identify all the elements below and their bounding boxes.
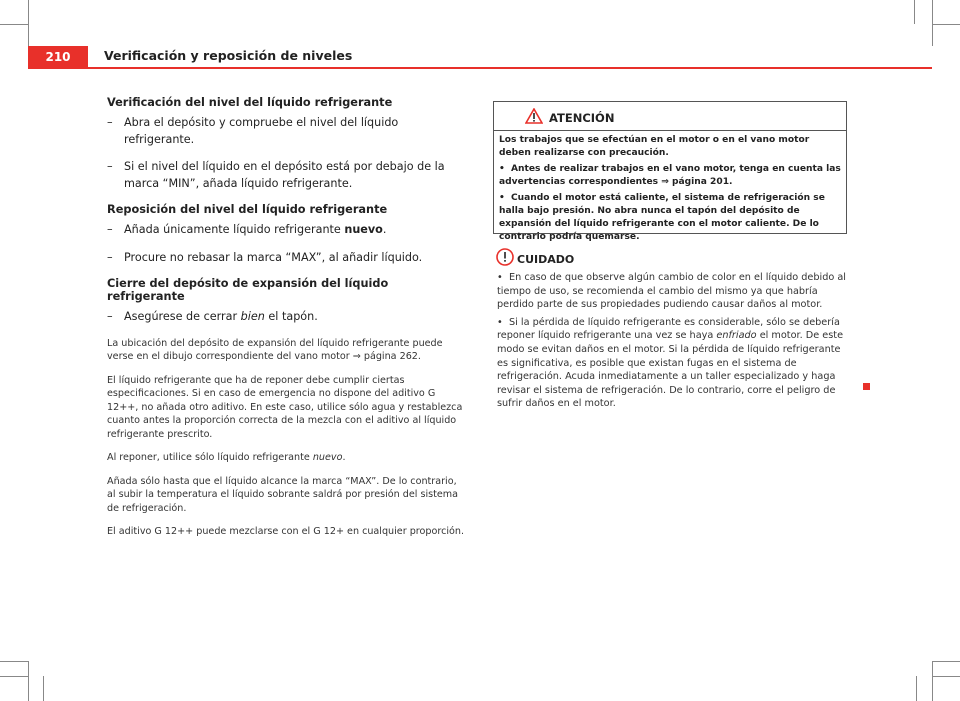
crop-mark xyxy=(932,661,960,662)
crop-mark xyxy=(0,676,28,677)
warning-triangle-icon xyxy=(525,108,543,128)
section-end-marker xyxy=(863,383,870,390)
crop-mark xyxy=(914,0,915,24)
crop-mark xyxy=(916,676,917,701)
section-heading: Reposición del nivel del líquido refrigerante xyxy=(107,203,388,216)
crop-mark xyxy=(932,676,960,677)
step-item: – Procure no rebasar la marca “MAX”, al añadir líquido. xyxy=(107,250,423,264)
warning-header xyxy=(494,102,846,131)
body-paragraph: La ubicación del depósito de expansión del líquido refrigerante puede verse en el dibujo correspondiente del vano motor ⇒ página 262. xyxy=(107,337,443,362)
warning-title: ATENCIÓN xyxy=(549,111,615,125)
warning-intro: Los trabajos que se efectúan en el motor o en el vano motor deben realizarse con precaución. xyxy=(499,135,810,158)
page-title: Verificación y reposición de niveles xyxy=(104,48,353,63)
crop-mark xyxy=(932,0,933,46)
caution-body xyxy=(497,271,849,415)
crop-mark xyxy=(0,24,28,25)
step-item: – Añada únicamente líquido refrigerante nuevo. xyxy=(107,223,387,236)
crop-mark xyxy=(0,661,28,662)
caution-bullet: • Si la pérdida de líquido refrigerante es considerable, sólo se debería reponer líquido refrigerante una vez se haya enfriado el motor. De este modo se evitan daños en el motor. Si la pérdida de líquido refrigerante es significativa, es posible que existan fugas en el sistema de refrigeración. Acuda inmediatamente a un taller especializado y haga revisar el sistema de refrigeración. De lo contrario, corre el peligro de sufrir daños en el motor. xyxy=(497,316,844,410)
section-heading: Verificación del nivel del líquido refrigerante xyxy=(107,96,393,109)
section-heading: Cierre del depósito de expansión del líquido refrigerante xyxy=(107,277,389,303)
step-item: – Abra el depósito y compruebe el nivel del líquido refrigerante. xyxy=(107,116,399,146)
header-divider xyxy=(28,67,932,69)
crop-mark xyxy=(43,676,44,701)
crop-mark xyxy=(932,24,960,25)
main-text-column xyxy=(107,96,465,549)
caution-title: CUIDADO xyxy=(517,253,575,266)
caution-exclamation-icon xyxy=(496,248,514,271)
warning-box xyxy=(493,101,847,242)
page-number: 210 xyxy=(28,46,88,68)
body-paragraph: El líquido refrigerante que ha de reponer debe cumplir ciertas especificaciones. Si en caso de emergencia no dispone del aditivo G 12++, no añada otro aditivo. En este caso, utilice sólo agua y restablezca cuanto antes la proporción correcta de la mezcla con el aditivo al líquido refrigerante prescrito. xyxy=(107,374,463,440)
body-paragraph: Añada sólo hasta que el líquido alcance la marca “MAX”. De lo contrario, al subir la temperatura el líquido sobrante saldrá por presión del sistema de refrigeración. xyxy=(107,475,459,514)
caution-bullet: • En caso de que observe algún cambio de color en el líquido debido al tiempo de uso, se recomienda el cambio del mismo ya que habría perdido parte de sus propiedades pudiendo causar daños al motor. xyxy=(497,272,846,311)
crop-mark xyxy=(28,661,29,701)
body-paragraph: Al reponer, utilice sólo líquido refrigerante nuevo. xyxy=(107,452,346,463)
step-item: – Asegúrese de cerrar bien el tapón. xyxy=(107,310,318,323)
warning-body xyxy=(499,134,841,247)
warning-bullet: • Cuando el motor está caliente, el sistema de refrigeración se halla bajo presión. No abra nunca el tapón del depósito de expansión del líquido refrigerante con el motor caliente. De lo contrario podría quemarse. xyxy=(499,193,825,242)
step-item: – Si el nivel del líquido en el depósito está por debajo de la marca “MIN”, añada líquido refrigerante. xyxy=(107,160,445,190)
warning-bullet: • Antes de realizar trabajos en el vano motor, tenga en cuenta las advertencias correspondientes ⇒ página 201. xyxy=(499,164,841,187)
crop-mark xyxy=(28,0,29,46)
body-paragraph: El aditivo G 12++ puede mezclarse con el G 12+ en cualquier proporción. xyxy=(107,526,465,537)
crop-mark xyxy=(932,661,933,701)
